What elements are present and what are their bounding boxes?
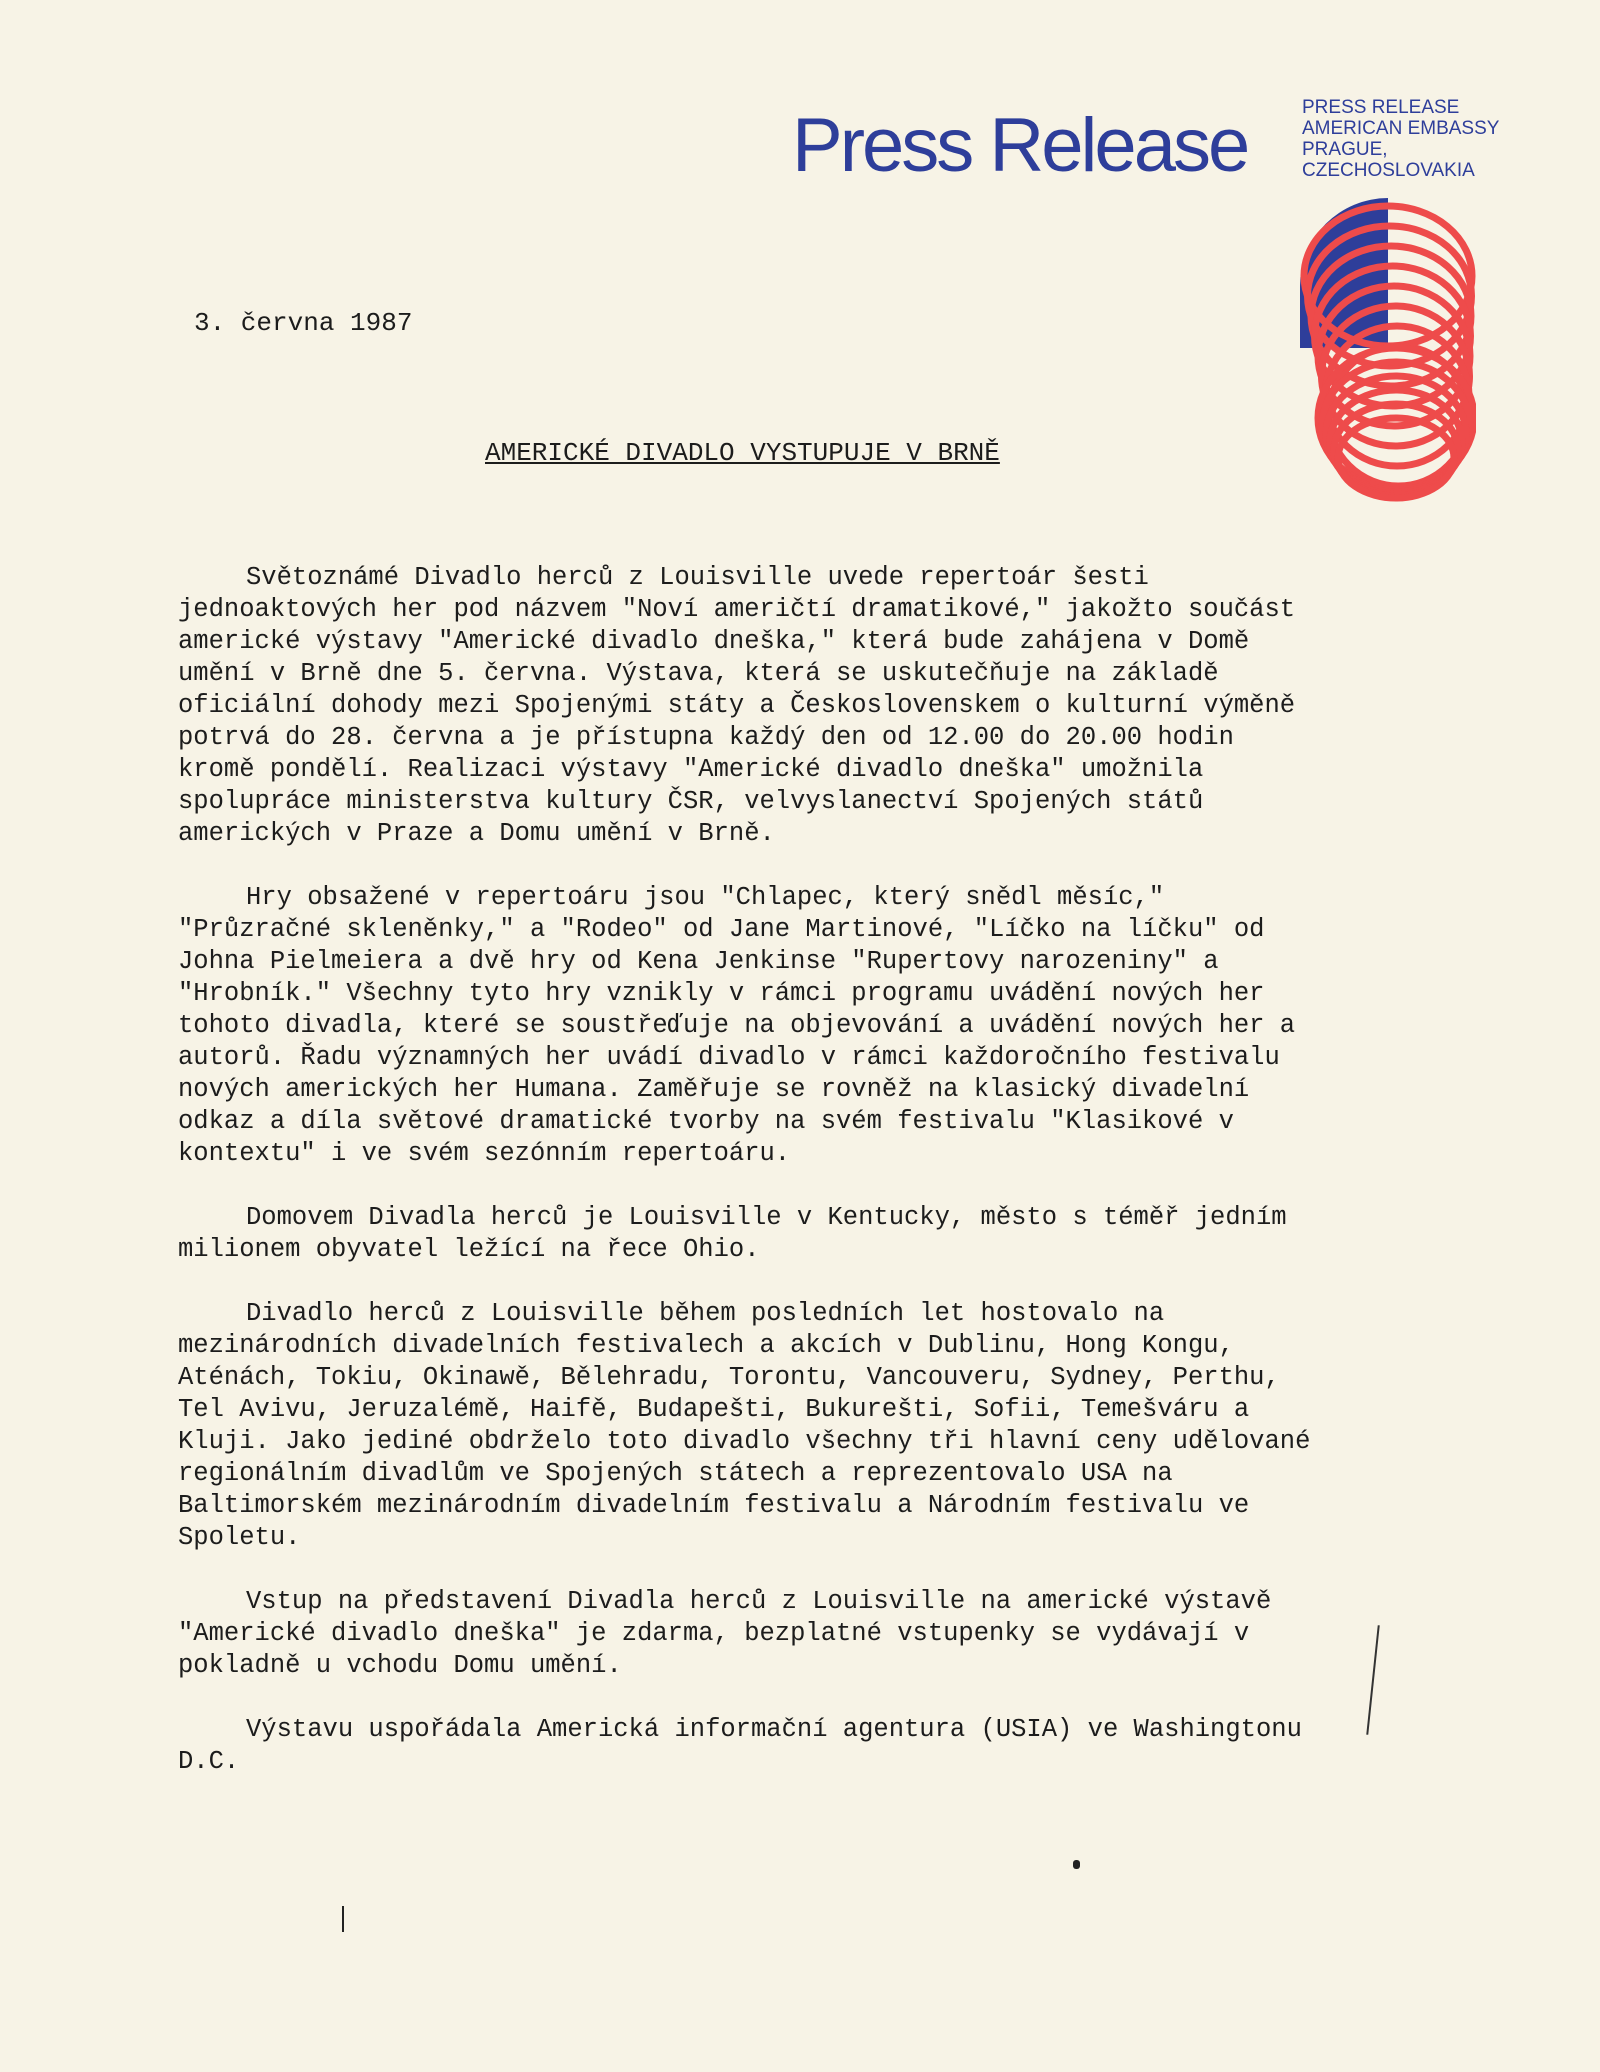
brand-title: Press Release [792,103,1248,188]
pen-mark [1366,1625,1379,1735]
paragraph: Vstup na představení Divadla herců z Louisville na americké výstavě "Americké divadlo dneška" je zdarma, bezplatné vstupenky se vydávají v pokladně u vchodu Domu umění. [178,1587,1272,1680]
paragraph: Výstavu uspořádala Americká informační agentura (USIA) ve Washingtonu D.C. [178,1715,1302,1776]
document-date: 3. června 1987 [194,308,413,338]
paragraph: Světoznámé Divadlo herců z Louisville uvede repertoár šesti jednoaktových her pod názvem "Noví američtí dramatikové," jakožto součást americké výstavy "Americké divadlo dneška," která bude zahájena v Domě umění v Brně dne 5. června. Výstava, která se uskutečňuje na základě oficiální dohody mezi Spojenými státy a Československem o kulturní výměně potrvá do 28. června a je přístupna každý den od 12.00 do 20.00 hodin kromě pondělí. Realizaci výstavy "Americké divadlo dneška" umožnila spolupráce ministerstva kultury ČSR, velvyslanectví Spojených států amerických v Praze a Domu umění v Brně. [178,563,1296,848]
paragraph: Domovem Divadla herců je Louisville v Kentucky, město s téměř jedním milionem obyvatel ležící na řece Ohio. [178,1203,1287,1264]
paragraph: Hry obsažené v repertoáru jsou "Chlapec, který snědl měsíc," "Průzračné skleněnky," a "Rodeo" od Jane Martinové, "Líčko na líčku" od Johna Pielmeiera a dvě hry od Kena Jenkinse "Rupertovy narozeniny" a "Hrobník." Všechny tyto hry vznikly v rámci programu uvádění nových her tohoto divadla, které se soustřeďuje na objevování a uvádění nových her a autorů. Řadu významných her uvádí divadlo v rámci každoročního festivalu nových amerických her Humana. Zaměřuje se rovněž na klasický divadelní odkaz a díla světové dramatické tvorby na svém festivalu "Klasikové v kontextu" i ve svém sezónním repertoáru. [178,883,1296,1168]
ink-mark [342,1906,344,1932]
paragraph: Divadlo herců z Louisville během posledních let hostovalo na mezinárodních divadelních festivalech a akcích v Dublinu, Hong Kongu, Aténách, Tokiu, Okinawě, Bělehradu, Torontu, Vancouveru, Sydney, Perthu, Tel Avivu, Jeruzalémě, Haifě, Budapešti, Bukurešti, Sofii, Temešváru a Kluji. Jako jediné obdrželo toto divadlo všechny tři hlavní ceny udělované regionálním divadlům ve Spojených státech a reprezentovalo USA na Baltimorském mezinárodním divadelním festivalu a Národním festivalu ve Spoletu. [178,1299,1311,1552]
letterhead-line: AMERICAN EMBASSY [1302,118,1500,139]
letterhead-address [1302,97,1499,181]
letterhead-line: PRESS RELEASE [1302,97,1460,118]
letterhead-line: PRAGUE, [1302,139,1388,160]
letterhead-line: CZECHOSLOVAKIA [1302,160,1475,181]
body-text [178,562,1318,1810]
ink-dot [1073,1860,1080,1869]
headline: AMERICKÉ DIVADLO VYSTUPUJE V BRNĚ [485,438,1000,468]
american-flag-rings-icon [1300,198,1476,508]
